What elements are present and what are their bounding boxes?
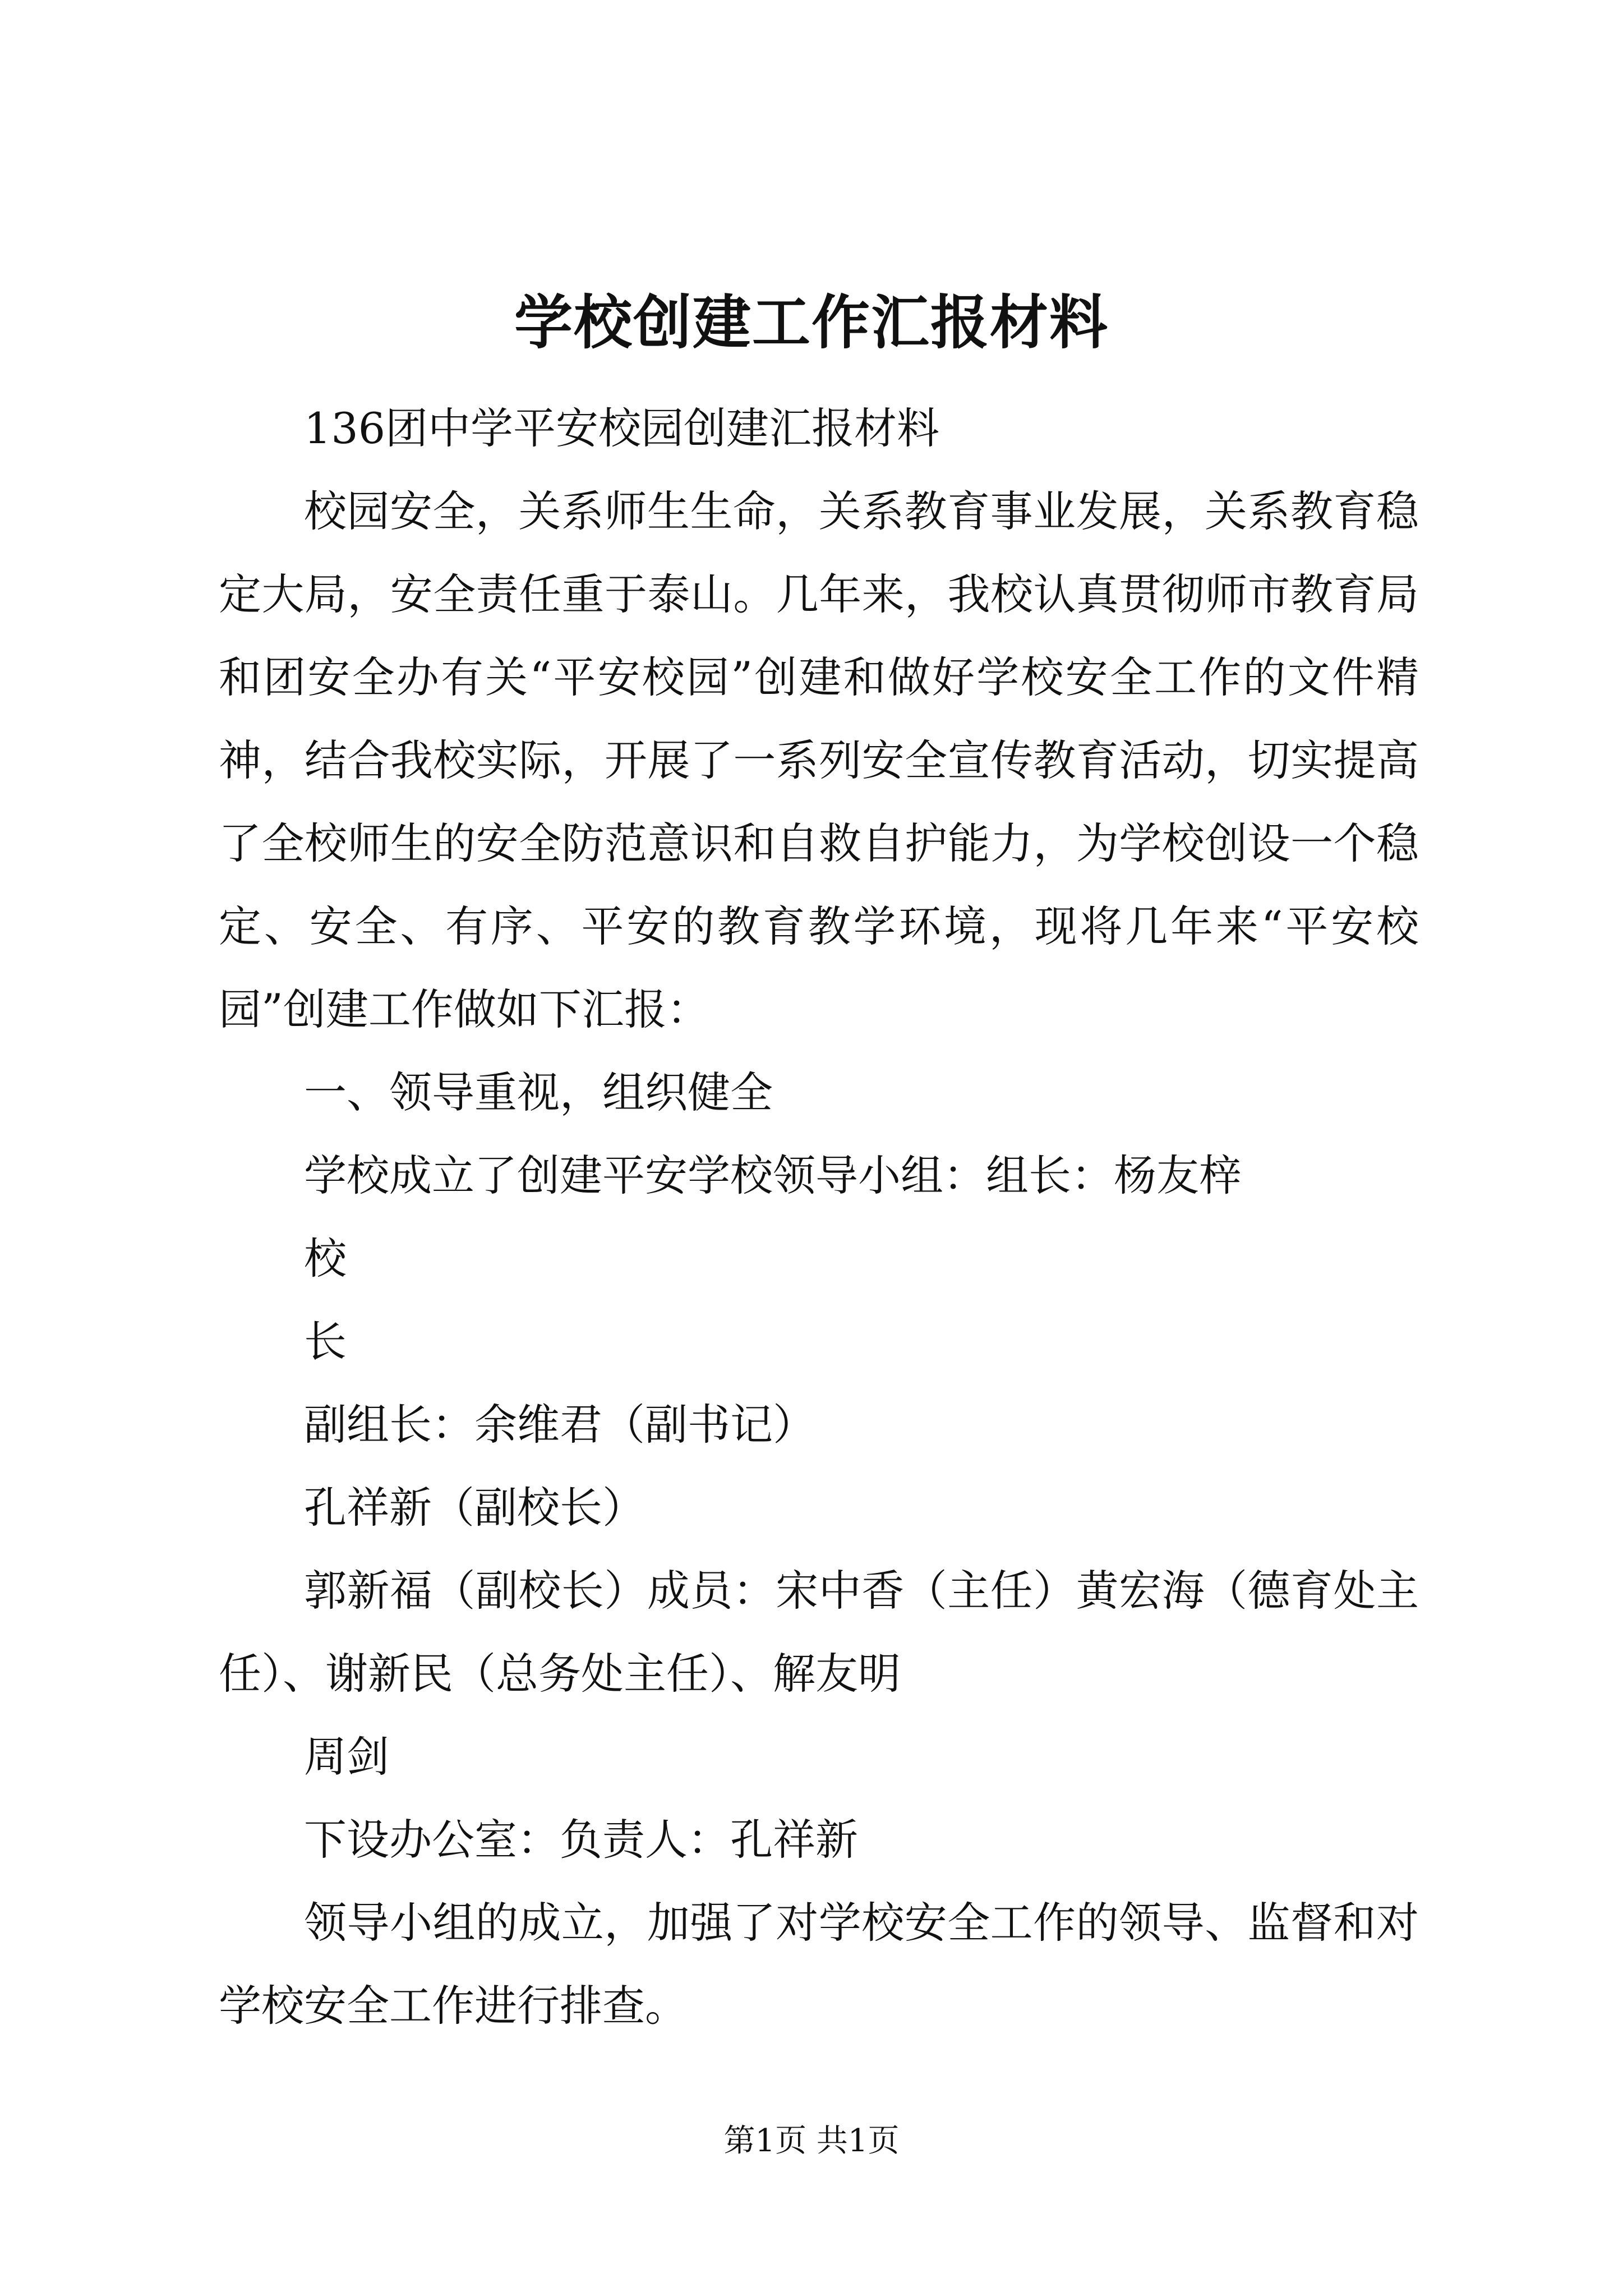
paragraph-leadership-group: 学校成立了创建平安学校领导小组：组长：杨友梓 [304, 1151, 1242, 1200]
section-heading-leadership: 一、领导重视，组织健全 [304, 1068, 773, 1117]
document-body [219, 387, 1419, 2047]
paragraph-line: 长 [304, 1317, 347, 1366]
page-number-footer: 第1页 共1页 [723, 2123, 900, 2159]
paragraph-deputy-leader: 副组长：余维君（副书记） [304, 1400, 815, 1450]
paragraph-line: 校 [304, 1234, 347, 1283]
paragraph-line: 孔祥新（副校长） [304, 1483, 645, 1533]
paragraph-intro: 校园安全，关系师生生命，关系教育事业发展，关系教育稳定大局，安全责任重于泰山。几年来，我校认真贯彻师市教育局和团安全办有关“平安校园”创建和做好学校安全工作的文件精神，结合我校实际，开展了一系列安全宣传教育活动，切实提高了全校师生的安全防范意识和自救自护能力，为学校创设一个稳定、安全、有序、平安的教育教学环境，现将几年来“平安校园”创建工作做如下汇报： [219, 486, 1419, 1034]
paragraph-line: 周剑 [304, 1732, 389, 1782]
paragraph-conclusion: 领导小组的成立，加强了对学校安全工作的领导、监督和对学校安全工作进行排查。 [219, 1898, 1419, 2031]
paragraph-subtitle: 136团中学平安校园创建汇报材料 [304, 403, 940, 453]
document-title: 学校创建工作汇报材料 [514, 288, 1109, 357]
paragraph-office: 下设办公室：负责人：孔祥新 [304, 1815, 858, 1865]
paragraph-members: 郭新福（副校长）成员：宋中香（主任）黄宏海（德育处主任）、谢新民（总务处主任）、解友明 [219, 1566, 1419, 1699]
